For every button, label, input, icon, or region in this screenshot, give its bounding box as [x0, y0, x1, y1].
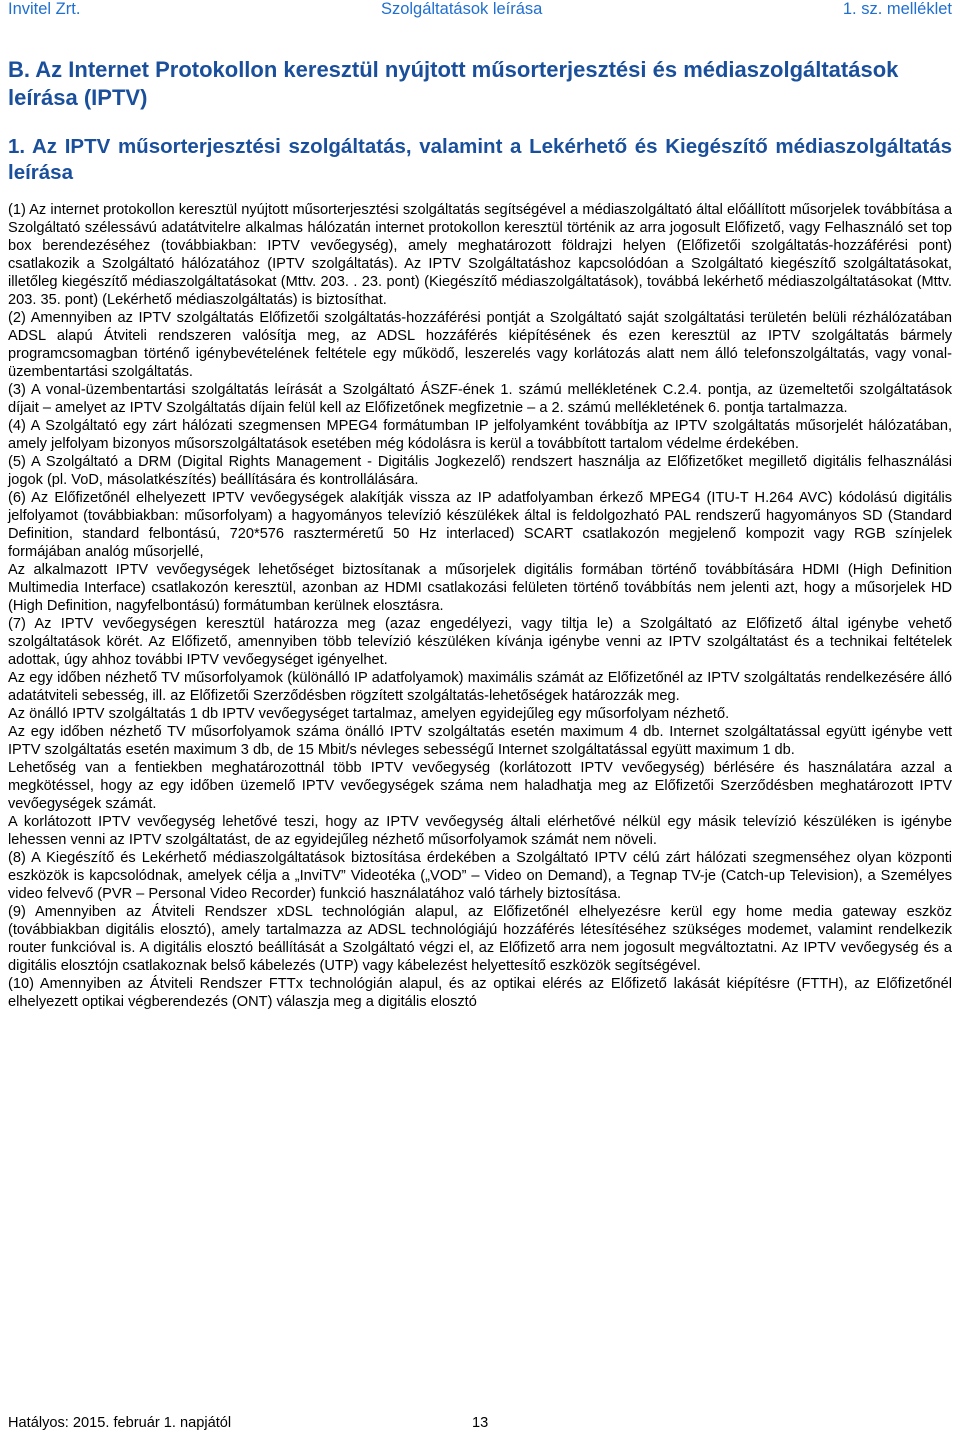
paragraph: Az egy időben nézhető TV műsorfolyamok (különálló IP adatfolyamok) maximális számát az Előfizetőnél az IPTV szolgáltatás rendelkezésére álló adatátviteli sebesség, ill. az Előfizetői Szerződésben rögzített szolgáltatás-lehetőségek határozzák meg.	[8, 670, 952, 704]
header-company: Invitel Zrt.	[8, 0, 81, 18]
page-footer	[8, 1414, 952, 1432]
page-header	[8, 0, 952, 24]
header-annex: 1. sz. melléklet	[842, 0, 952, 18]
paragraph: Az alkalmazott IPTV vevőegységek lehetőséget biztosítanak a műsorjelek digitális formában történő továbbítására HDMI (High Definition Multimedia Interface) csatlakozón keresztül, azonban az HDMI csatlakozási felületen történő továbbítás nem jelenti azt, hogy a műsorjelek HD (High Definition, nagyfelbontású) formátumban kerülnek elosztásra.	[8, 562, 952, 614]
subsection-title: 1. Az IPTV műsorterjesztési szolgáltatás, valamint a Lekérhető és Kiegészítő médiaszolgáltatás leírása	[8, 135, 952, 184]
page-number: 13	[472, 1415, 489, 1431]
paragraph: (4) A Szolgáltató egy zárt hálózati szegmensen MPEG4 formátumban IP jelfolyamként továbbítja az IPTV szolgáltatás műsorjelét hálózatában, amely jelfolyam bizonyos műsorszolgáltatások esetében még kódolásra is kerül a továbbított tartalom védelme érdekében.	[8, 418, 952, 452]
paragraph: A korlátozott IPTV vevőegység lehetővé teszi, hogy az IPTV vevőegység általi elérhetővé nélkül egy másik televízió készüléken is igénybe lehessen venni az IPTV szolgáltatást, de az egyidejűleg nézhető műsorfolyamok számát nem növeli.	[8, 814, 952, 848]
paragraph: (8) A Kiegészítő és Lekérhető médiaszolgáltatások biztosítása érdekében a Szolgáltató IPTV célú zárt hálózati szegmenséhez olyan központi eszközök is kapcsolódnak, amelyek célja a „InviTV” Videotéka („VOD” – Video on Demand), a Tegnap TV-je (Catch-up Television), a Személyes video felvevő (PVR – Personal Video Recorder) funkció használatához való tárhely biztosítása.	[8, 850, 952, 902]
paragraph: (1) Az internet protokollon keresztül nyújtott műsorterjesztési szolgáltatás segítségével a médiaszolgáltató által előállított műsorjelek továbbítása a Szolgáltató szélessávú adatátvitelre alkalmas hálózatán internet protokollon keresztül történik az arra jogosult Előfizető, vagy Felhasználó set top box berendezéséhez (továbbiakban: IPTV vevőegység), amely meghatározott földrajzi helyen (Előfizetői szolgáltatás-hozzáférési pont) csatlakozik a Szolgáltató hálózatához (IPTV szolgáltatás). Az IPTV Szolgáltatáshoz kapcsolódóan a Szolgáltató kiegészítő szolgáltatásokat, illetőleg kiegészítő médiaszolgáltatásokat (Mttv. 203. . 23. pont) (Kiegészítő médiaszolgáltatások), továbbá lekérhető médiaszolgáltatásokat (Mttv. 203. 35. pont) (Lekérhető médiaszolgáltatás) is biztosíthat.	[8, 202, 952, 308]
document-body	[8, 201, 952, 1011]
paragraph: (10) Amennyiben az Átviteli Rendszer FTTx technológián alapul, és az optikai elérés az Előfizető lakását kiépítésre (FTTH), az Előfizetőnél elhelyezett optikai végberendezés (ONT) válaszja meg a digitális elosztó	[8, 976, 952, 1010]
paragraph: (2) Amennyiben az IPTV szolgáltatás Előfizetői szolgáltatás-hozzáférési pontját a Szolgáltató saját szolgáltatási területén belüli rézhálózatában ADSL alapú Átviteli rendszeren valósítja meg, az ADSL hozzáférés kiépítésének és ezen keresztül az IPTV szolgáltatás bármely programcsomagban történő igénybevételének feltétele egy működő, leszerelés vagy korlátozás alatt nem álló telefonszolgáltatás, vagy vonal-üzembentartási szolgáltatás.	[8, 310, 952, 380]
paragraph: (7) Az IPTV vevőegységen keresztül határozza meg (azaz engedélyezi, vagy tiltja le) a Szolgáltató az Előfizető által igénybe vehető szolgáltatások körét. Az Előfizető, amennyiben több televízió készüléken kívánja igénybe venni az IPTV szolgáltatást és a technikai feltételek adottak, úgy ahhoz további IPTV vevőegységet igényelhet.	[8, 616, 952, 668]
paragraph: (5) A Szolgáltató a DRM (Digital Rights Management - Digitális Jogkezelő) rendszert használja az Előfizetőket megillető digitális felhasználási jogok (pl. VoD, másolatkészítés) beállítására és kontrollálására.	[8, 454, 952, 488]
header-doc-title: Szolgáltatások leírása	[380, 0, 543, 18]
paragraph: Az egy időben nézhető TV műsorfolyamok száma önálló IPTV szolgáltatás esetén maximum 4 db. Internet szolgáltatással együtt igénybe vett IPTV szolgáltatás esetén maximum 3 db, de 15 Mbit/s névleges sebességű Internet szolgáltatással együtt maximum 1 db.	[8, 724, 952, 758]
paragraph: (3) A vonal-üzembentartási szolgáltatás leírását a Szolgáltató ÁSZF-ének 1. számú mellékletének C.2.4. pontja, az üzemeltetői szolgáltatások díjait – amelyet az IPTV Szolgáltatás díjain felül kell az Előfizetőnek megfizetnie – a 2. számú mellékletének 6. pontja tartalmazza.	[8, 382, 952, 416]
paragraph: (9) Amennyiben az Átviteli Rendszer xDSL technológián alapul, az Előfizetőnél elhelyezésre kerül egy home media gateway eszköz (továbbiakban digitális elosztó), amely tartalmazza az ADSL technológiájú hozzáférés létesítéséhez szükséges modemet, valamint rendelkezik router funkcióval is. A digitális elosztó beállítását a Szolgáltató végzi el, az Előfizető arra nem jogosult megváltoztatni. Az IPTV vevőegység és a digitális elosztójn csatlakoznak belső kábelezés (UTP) vagy kábelezést helyettesítő eszközök segítségével.	[8, 904, 952, 974]
footer-effective-date: Hatályos: 2015. február 1. napjától	[8, 1415, 232, 1431]
paragraph: Lehetőség van a fentiekben meghatározottnál több IPTV vevőegység (korlátozott IPTV vevőegység) bérlésére és használatára azzal a megkötéssel, hogy az egy időben üzemelő IPTV vevőegységek száma nem haladhatja meg az Előfizetői Szerződésben meghatározott IPTV vevőegységek számát.	[8, 760, 952, 812]
section-title: B. Az Internet Protokollon keresztül nyújtott műsorterjesztési és médiaszolgáltatások leírása (IPTV)	[8, 57, 899, 110]
paragraph: Az önálló IPTV szolgáltatás 1 db IPTV vevőegységet tartalmaz, amelyen egyidejűleg egy műsorfolyam nézhető.	[8, 706, 730, 722]
paragraph: (6) Az Előfizetőnél elhelyezett IPTV vevőegységek alakítják vissza az IP adatfolyamban érkező MPEG4 (ITU-T H.264 AVC) kódolású digitális jelfolyamot (továbbiakban: műsorfolyam) a hagyományos televízió készülékek által is feldolgozható PAL rendszerű hagyományos SD (Standard Definition, standard felbontású, 720*576 raszterméretű 50 Hz interlaced) SCART csatlakozón megjelenő kompozit vagy RGB színjelek formájában analóg műsorjellé,	[8, 490, 952, 560]
